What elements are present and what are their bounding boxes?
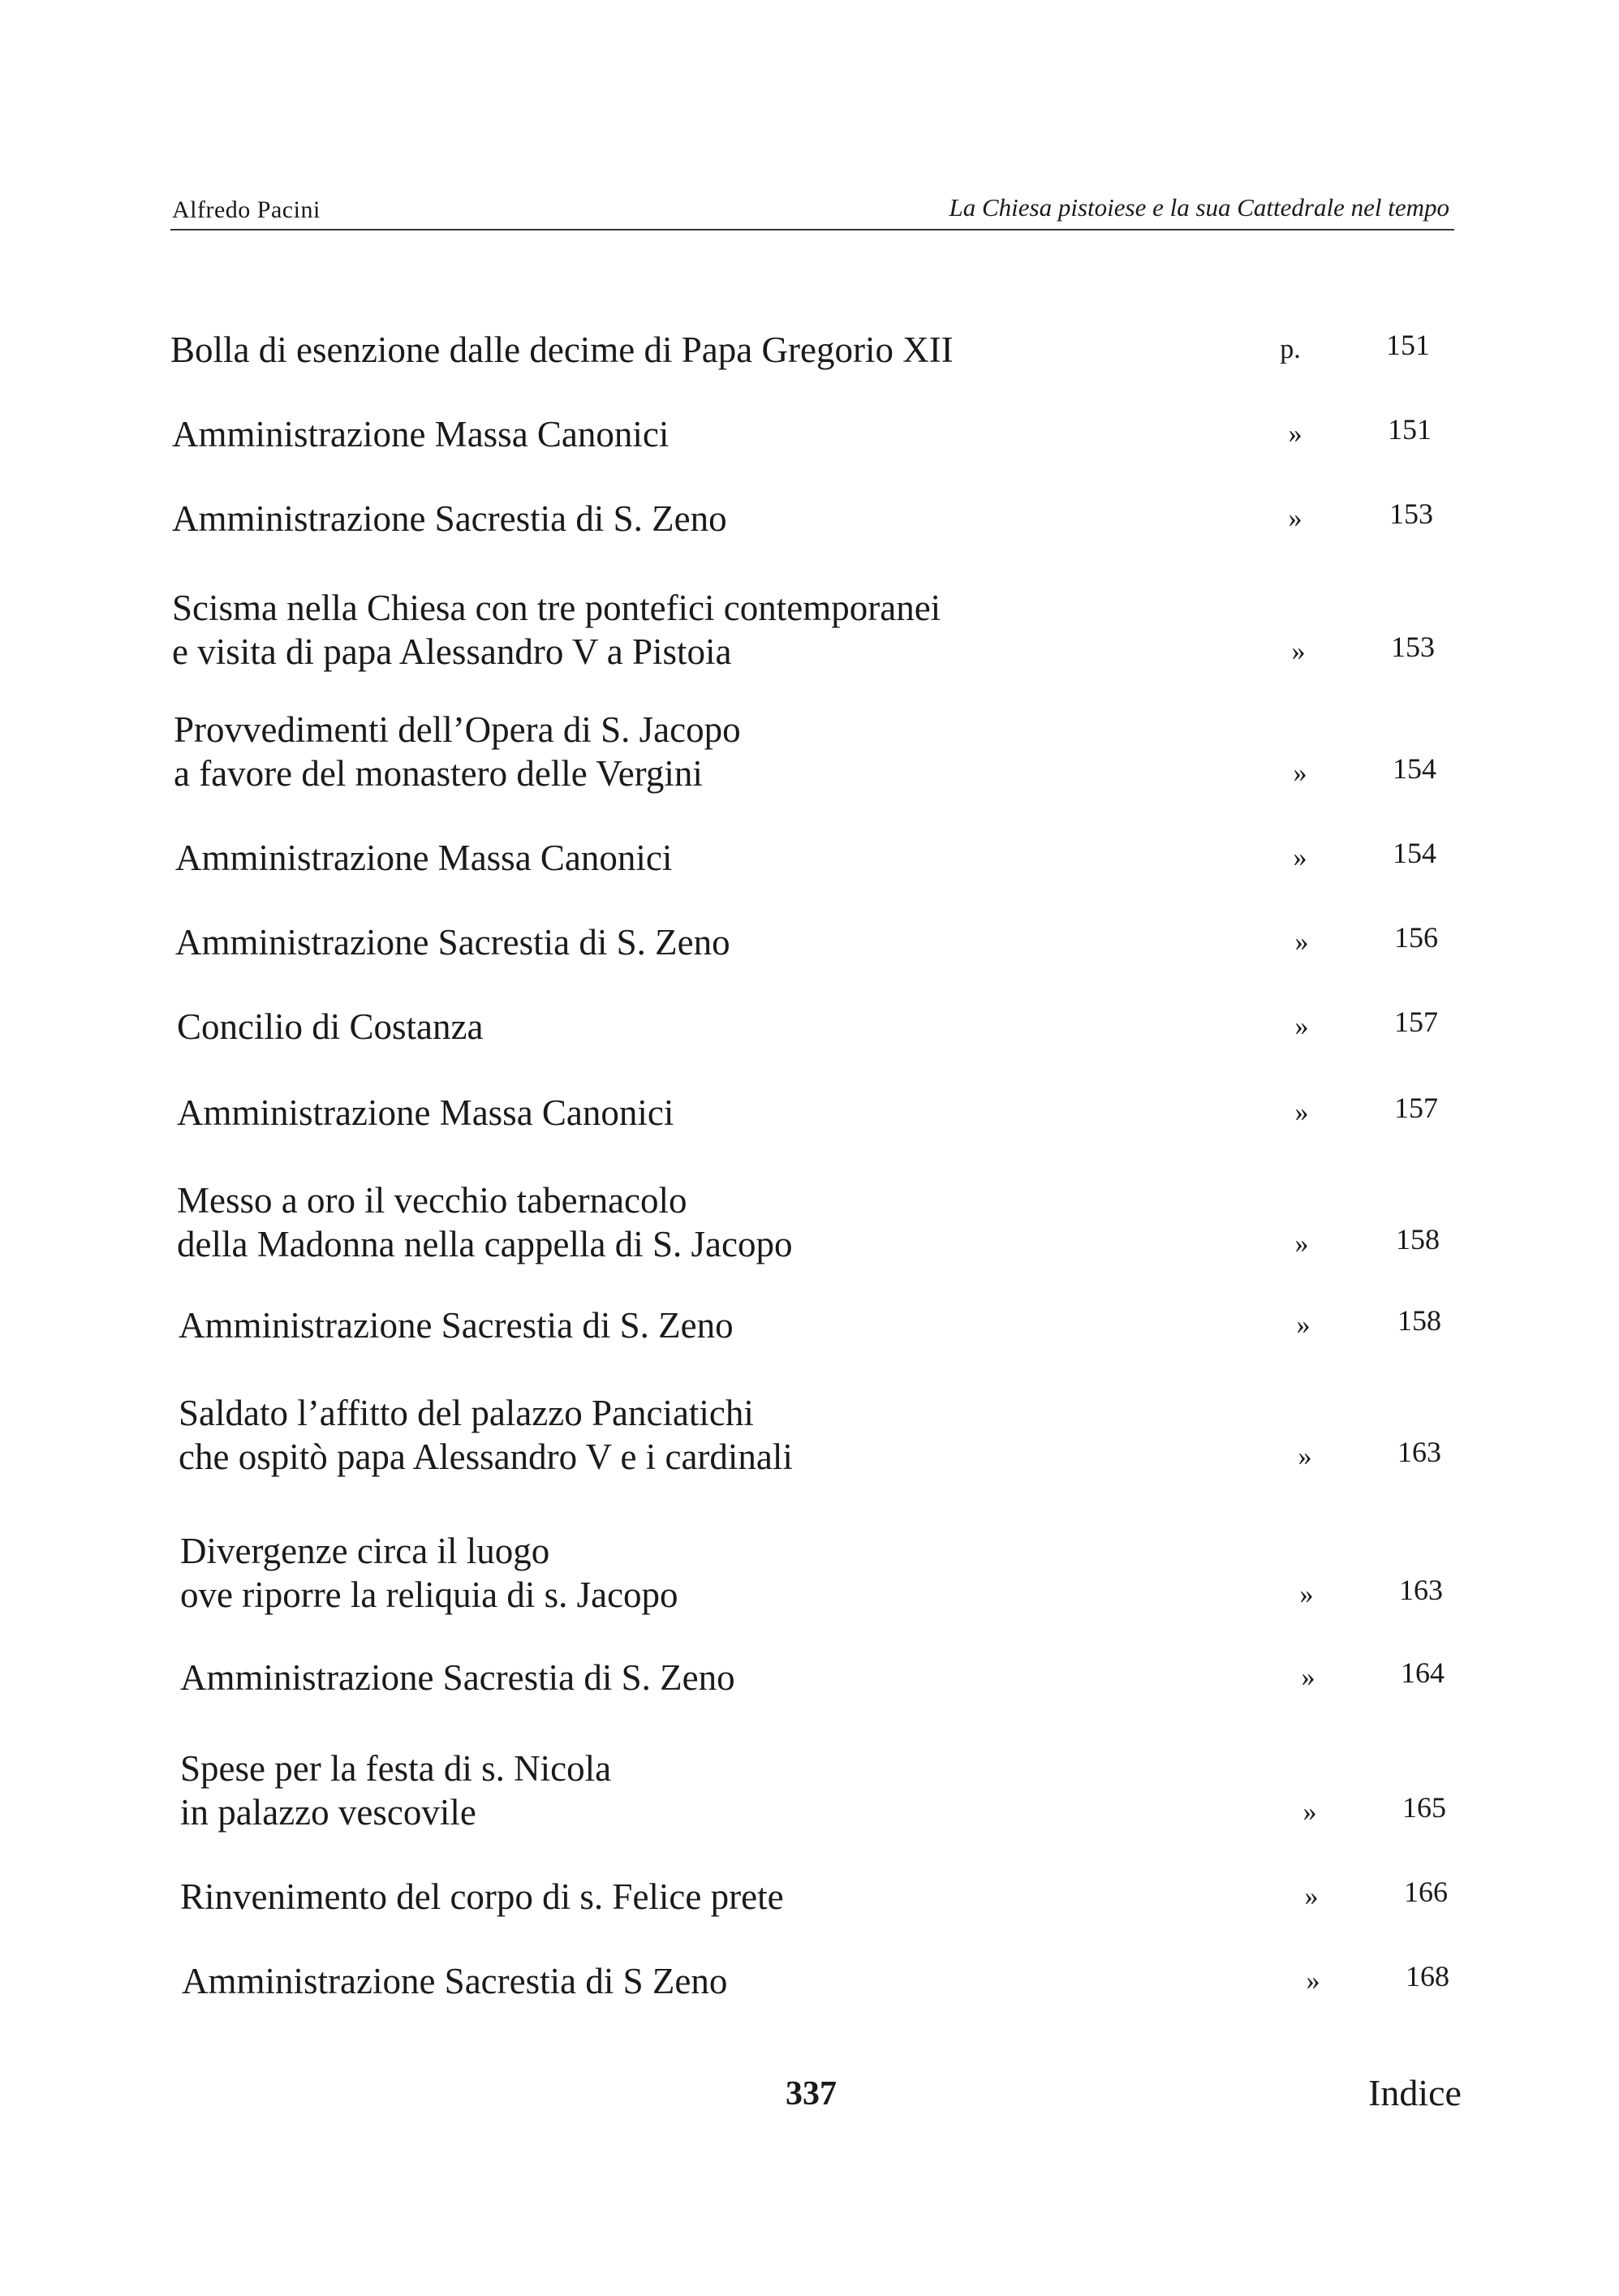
toc-entry-title: Spese per la festa di s. Nicola in palazzo vescovile bbox=[180, 1748, 612, 1833]
toc-entry-page-number: 151 bbox=[1388, 413, 1432, 446]
toc-entry-marker: p. bbox=[1280, 334, 1301, 364]
toc-entry-title: Messo a oro il vecchio tabernacolo della Madonna nella cappella di S. Jacopo bbox=[177, 1180, 793, 1264]
toc-entry-title: Bolla di esenzione dalle decime di Papa Gregorio XII bbox=[170, 330, 954, 370]
toc-entry-title: Amministrazione Sacrestia di S. Zeno bbox=[175, 922, 730, 963]
toc-entry-title: Amministrazione Sacrestia di S. Zeno bbox=[179, 1305, 734, 1346]
toc-entry bbox=[0, 1381, 1619, 1479]
toc-entry-marker: » bbox=[1291, 636, 1306, 666]
toc-entry bbox=[0, 951, 1619, 1049]
page-number: 337 bbox=[786, 2075, 837, 2113]
toc-entry-marker: » bbox=[1288, 419, 1303, 449]
toc-entry-page-number: 157 bbox=[1394, 1006, 1438, 1038]
toc-entry bbox=[0, 1821, 1619, 1919]
toc-entry-page-number: 163 bbox=[1397, 1436, 1441, 1468]
toc-entry bbox=[0, 1250, 1619, 1347]
toc-entry-marker: » bbox=[1294, 1011, 1309, 1041]
toc-entry-marker: » bbox=[1306, 1966, 1320, 1996]
toc-entry-title: Provvedimenti dell’Opera di S. Jacopo a favore del monastero delle Vergini bbox=[174, 709, 741, 794]
toc-entry-marker: » bbox=[1293, 842, 1307, 872]
toc-entry-title: Amministrazione Massa Canonici bbox=[172, 414, 670, 454]
toc-entry-title: Saldato l’affitto del palazzo Panciatichi che ospitò papa Alessandro V e i cardinali bbox=[179, 1393, 793, 1477]
toc-entry-page-number: 157 bbox=[1394, 1092, 1438, 1124]
toc-entry-page-number: 156 bbox=[1394, 921, 1438, 954]
toc-entry-title: Amministrazione Massa Canonici bbox=[175, 838, 673, 878]
toc-entry-page-number: 165 bbox=[1402, 1791, 1446, 1824]
toc-entry-title: Concilio di Costanza bbox=[177, 1006, 484, 1047]
toc-entry bbox=[0, 576, 1619, 674]
toc-entry-marker: » bbox=[1294, 927, 1309, 957]
toc-entry bbox=[0, 1602, 1619, 1699]
toc-entry bbox=[0, 782, 1619, 880]
toc-entry-page-number: 153 bbox=[1389, 498, 1433, 530]
toc-entry-page-number: 163 bbox=[1399, 1574, 1443, 1606]
toc-entry-title: Amministrazione Sacrestia di S Zeno bbox=[182, 1961, 728, 2001]
toc-entry-page-number: 166 bbox=[1404, 1876, 1448, 1908]
toc-entry-title: Divergenze circa il luogo ove riporre la reliquia di s. Jacopo bbox=[180, 1531, 678, 1615]
toc-entry bbox=[0, 443, 1619, 541]
toc-entry-page-number: 154 bbox=[1393, 752, 1436, 785]
toc-entry-page-number: 164 bbox=[1401, 1656, 1445, 1689]
toc-entry-page-number: 158 bbox=[1396, 1223, 1440, 1256]
toc-entry-marker: » bbox=[1296, 1310, 1311, 1340]
header-author: Alfredo Pacini bbox=[172, 196, 321, 223]
toc-entry-marker: » bbox=[1294, 1097, 1309, 1127]
toc-entry-marker: » bbox=[1294, 1229, 1309, 1259]
toc-entry-title: Amministrazione Sacrestia di S. Zeno bbox=[172, 498, 727, 539]
toc-entry bbox=[0, 359, 1619, 456]
toc-entry bbox=[0, 1906, 1619, 2003]
toc-entry-marker: » bbox=[1288, 503, 1303, 533]
toc-entry bbox=[0, 698, 1619, 795]
toc-entry-marker: » bbox=[1304, 1881, 1319, 1911]
toc-entry-title: Amministrazione Massa Canonici bbox=[177, 1092, 674, 1133]
toc-entry bbox=[0, 867, 1619, 964]
toc-entry-title: Rinvenimento del corpo di s. Felice prete bbox=[180, 1876, 784, 1917]
toc-entry-page-number: 168 bbox=[1406, 1960, 1449, 1992]
toc-entry-marker: » bbox=[1293, 758, 1307, 788]
toc-entry-marker: » bbox=[1301, 1662, 1315, 1692]
section-label: Indice bbox=[1368, 2072, 1462, 2113]
toc-entry-page-number: 153 bbox=[1391, 631, 1435, 663]
toc-entry-marker: » bbox=[1298, 1441, 1312, 1471]
toc-entry-title: Scisma nella Chiesa con tre pontefici contemporanei e visita di papa Alessandro V a Pistoia bbox=[172, 588, 941, 672]
toc-entry bbox=[0, 1737, 1619, 1834]
header-title: La Chiesa pistoiese e la sua Cattedrale nel tempo bbox=[949, 193, 1449, 222]
toc-entry-page-number: 151 bbox=[1386, 329, 1430, 361]
toc-entry bbox=[0, 274, 1619, 372]
toc-entry-marker: » bbox=[1303, 1797, 1317, 1827]
toc-entry bbox=[0, 1037, 1619, 1135]
toc-entry-page-number: 158 bbox=[1397, 1304, 1441, 1337]
toc-entry-page-number: 154 bbox=[1393, 837, 1436, 869]
toc-entry-title: Amministrazione Sacrestia di S. Zeno bbox=[180, 1657, 735, 1698]
toc-entry-marker: » bbox=[1299, 1579, 1314, 1609]
